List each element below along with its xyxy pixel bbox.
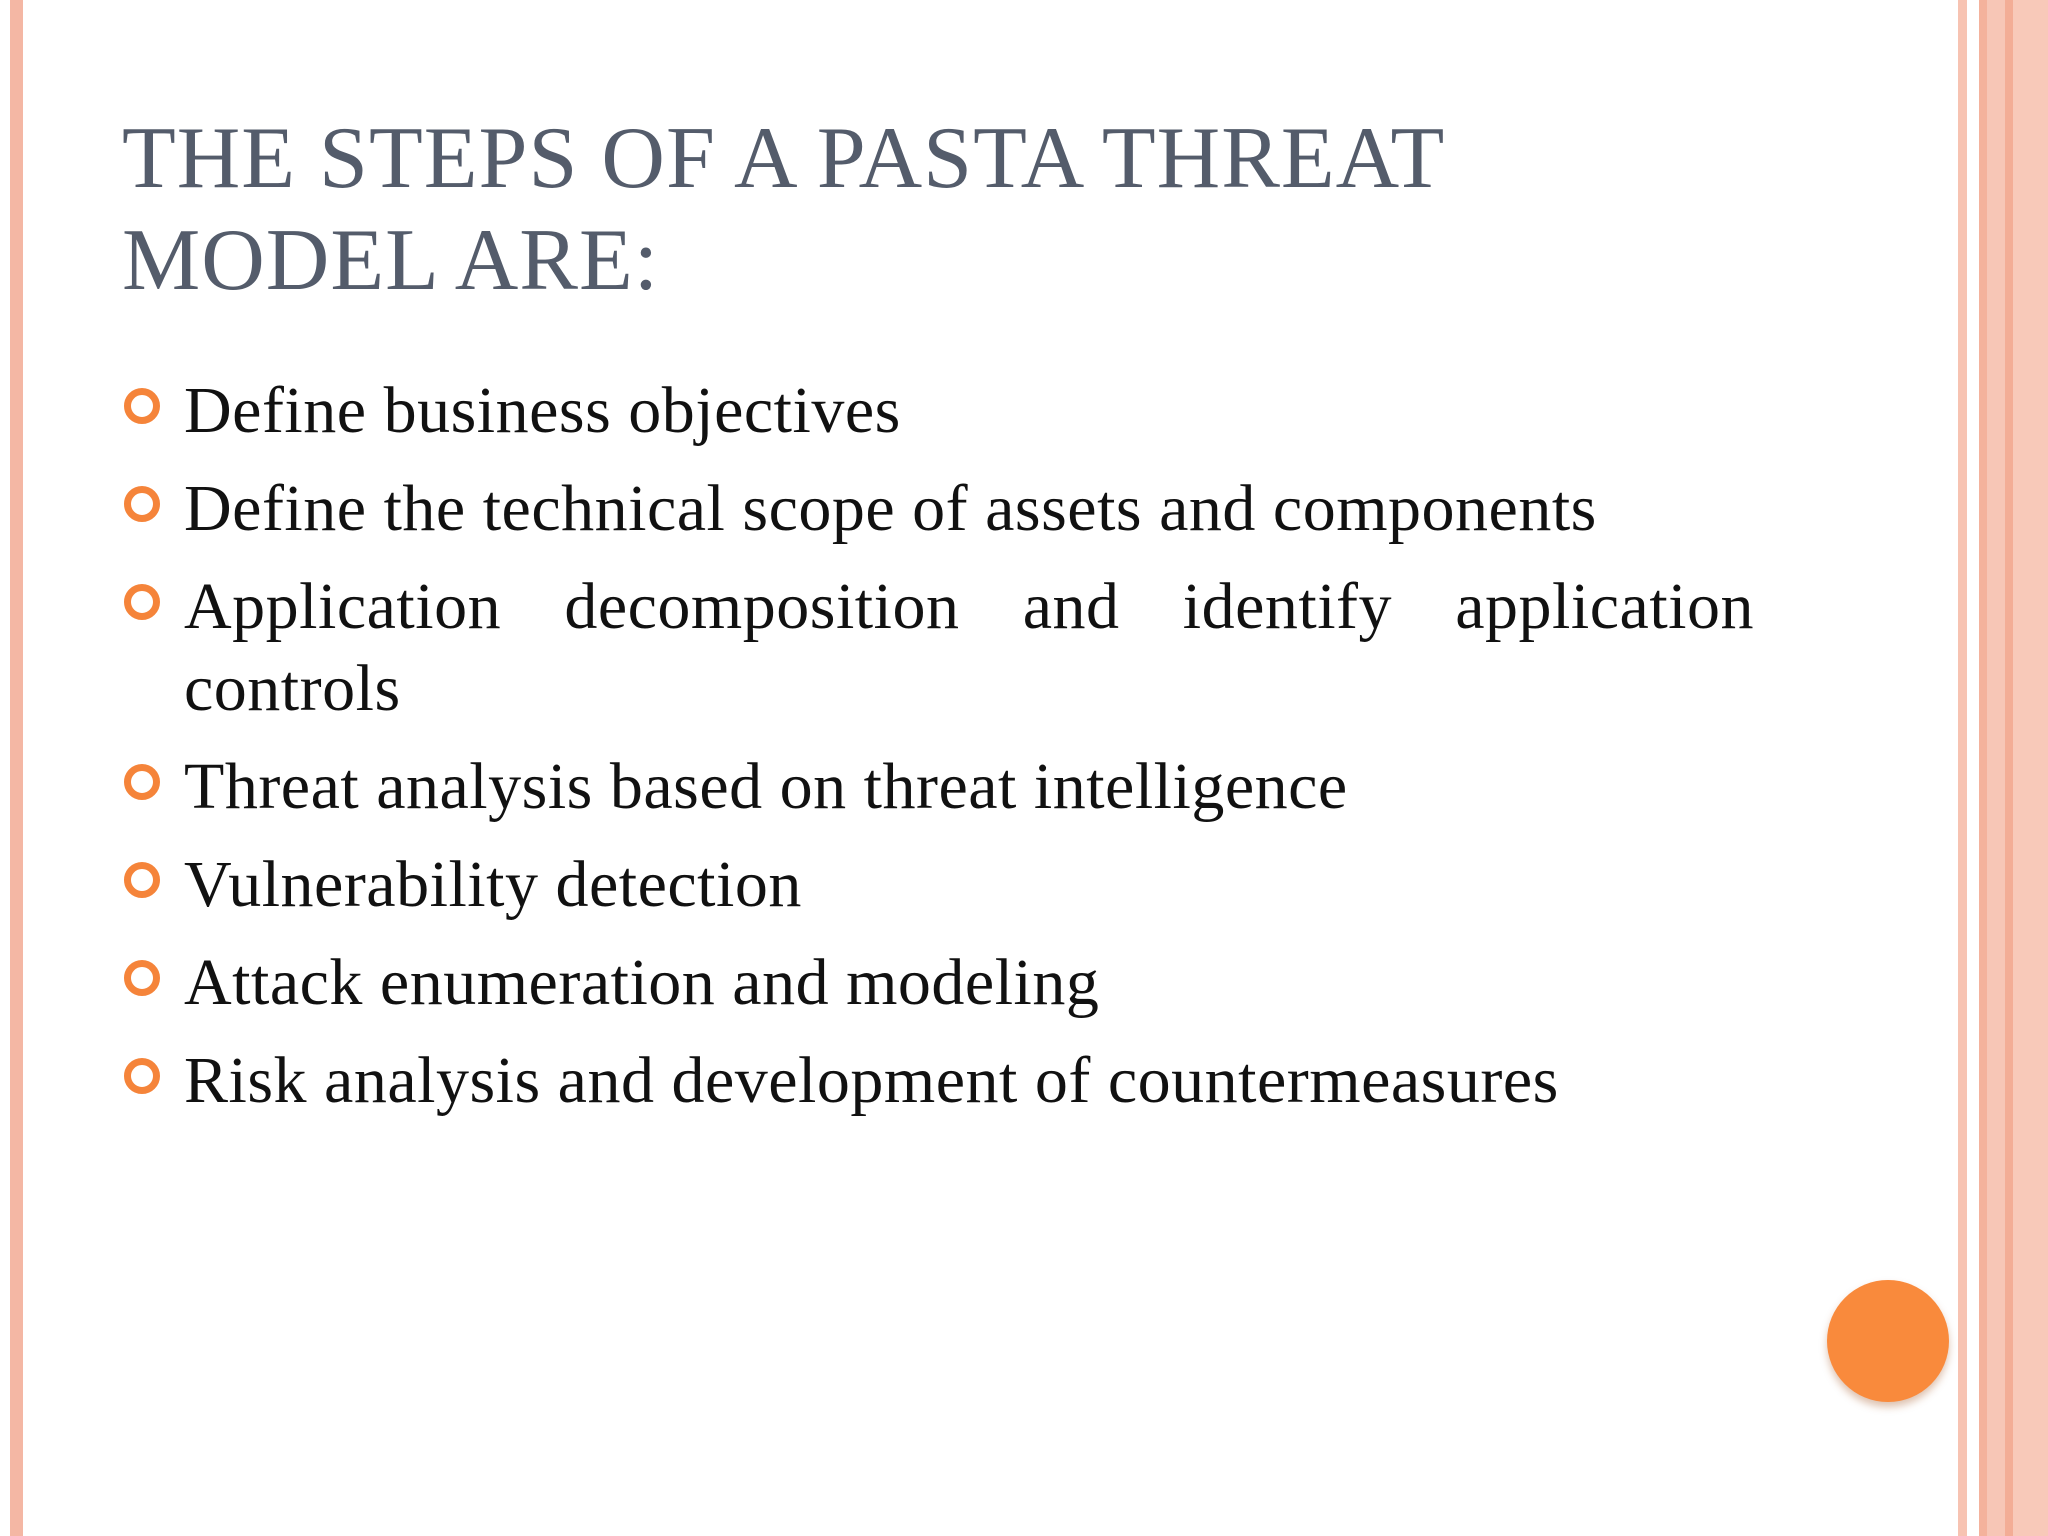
bullet-text: Define the technical scope of assets and components [184, 472, 1597, 545]
right-border-gap [1967, 0, 1979, 1536]
right-border-stripe [2013, 0, 2048, 1536]
bullet-text: Define business objectives [184, 374, 901, 447]
right-border-stripe [2005, 0, 2013, 1536]
bullet-text: Risk analysis and development of countermeasures [184, 1044, 1559, 1117]
list-item [122, 844, 1754, 926]
list-item [122, 468, 1754, 550]
left-border-stripe [10, 0, 23, 1536]
bullet-text: Threat analysis based on threat intelligence [184, 750, 1348, 823]
ring-bullet-icon [124, 1058, 160, 1094]
right-border-stripe [1987, 0, 2005, 1536]
list-item [122, 1040, 1754, 1122]
list-item [122, 746, 1754, 828]
list-item [122, 942, 1754, 1024]
ring-bullet-icon [124, 960, 160, 996]
bullet-text: Application decomposition and identify application controls [184, 570, 1754, 725]
right-border-stripe [1958, 0, 1967, 1536]
right-border-stripe [1979, 0, 1987, 1536]
decorative-orange-circle [1827, 1280, 1949, 1402]
slide-title: THE STEPS OF A PASTA THREAT MODEL ARE: [122, 110, 1444, 309]
ring-bullet-icon [124, 764, 160, 800]
ring-bullet-icon [124, 486, 160, 522]
bullet-text: Attack enumeration and modeling [184, 946, 1100, 1019]
list-item [122, 566, 1754, 730]
bullet-text: Vulnerability detection [184, 848, 802, 921]
list-item [122, 370, 1754, 452]
ring-bullet-icon [124, 862, 160, 898]
ring-bullet-icon [124, 388, 160, 424]
bullet-list [122, 370, 1754, 1138]
ring-bullet-icon [124, 584, 160, 620]
